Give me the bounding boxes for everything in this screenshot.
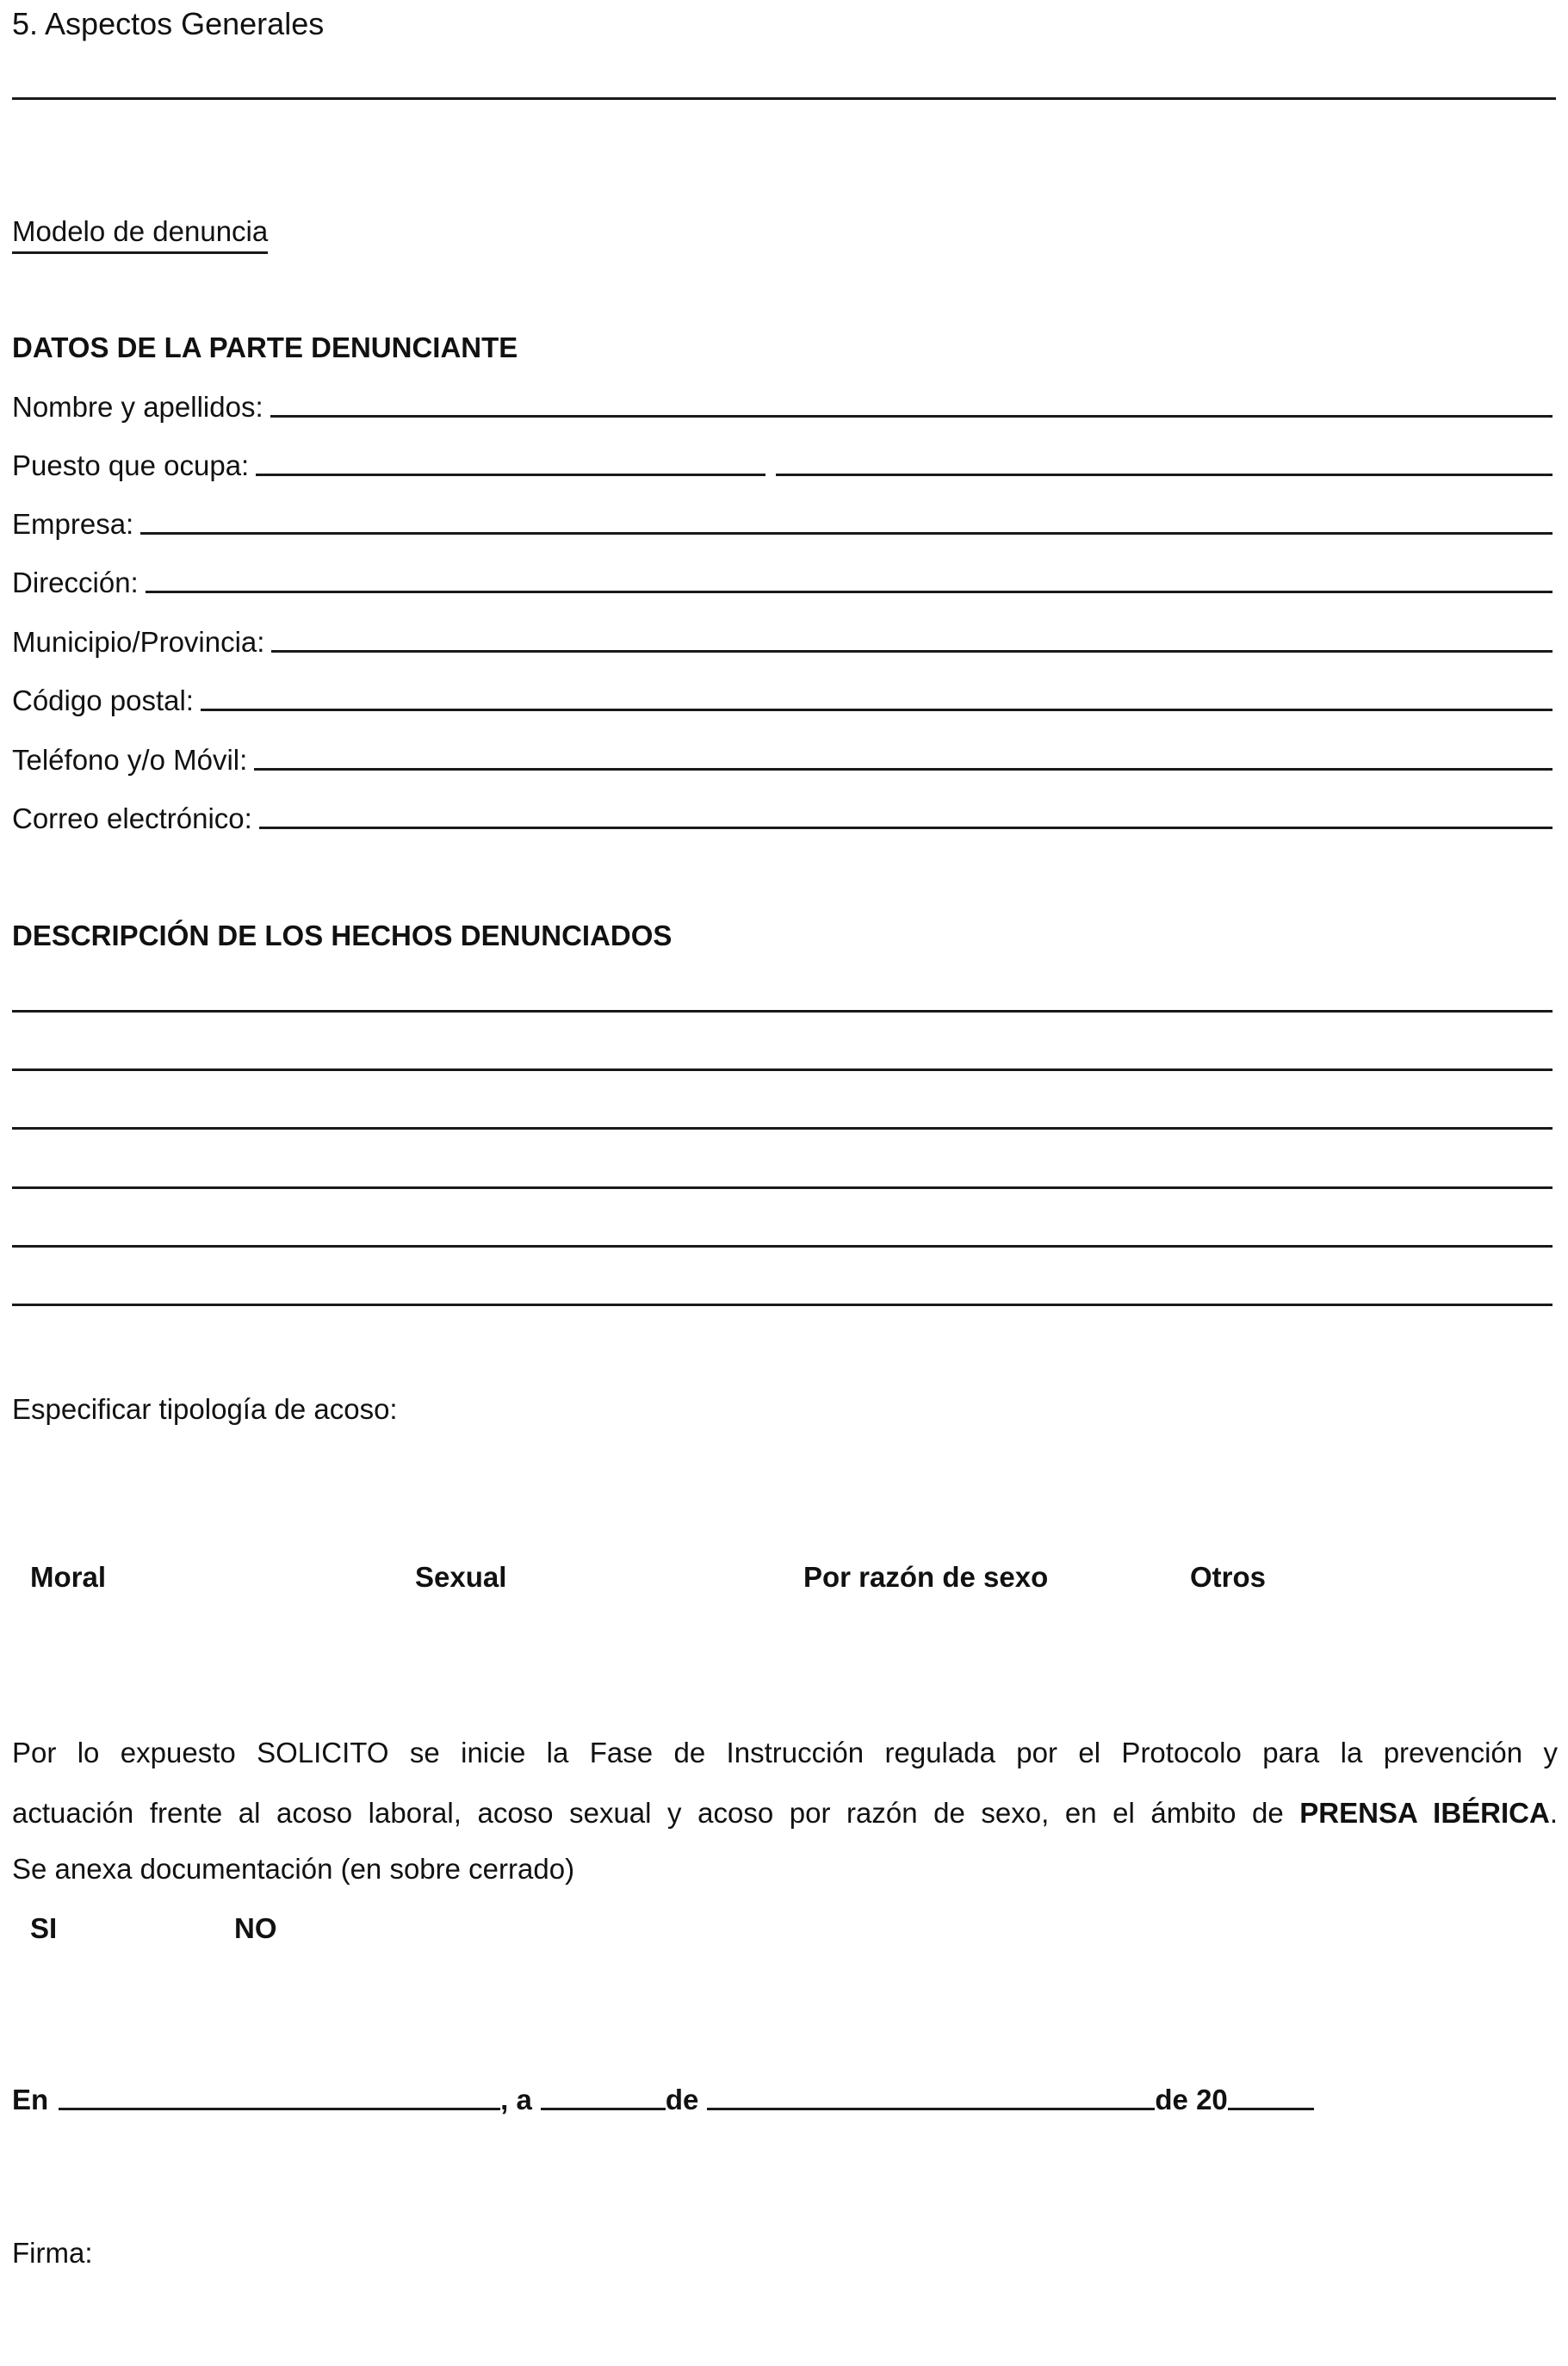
field-label: Código postal:: [12, 684, 194, 716]
description-line[interactable]: [12, 1304, 1553, 1306]
description-line[interactable]: [12, 1186, 1553, 1189]
field-label: Empresa:: [12, 508, 134, 540]
field-telefono[interactable]: [12, 742, 1553, 778]
field-input-line[interactable]: [201, 707, 1553, 711]
field-label: Nombre y apellidos:: [12, 391, 263, 423]
denunciante-heading: DATOS DE LA PARTE DENUNCIANTE: [12, 331, 518, 363]
field-label: Puesto que ocupa:: [12, 449, 250, 481]
field-nombre[interactable]: [12, 389, 1553, 425]
field-codigo-postal[interactable]: [12, 683, 1553, 719]
fecha-de-label: de: [665, 2084, 699, 2115]
solicitud-paragraph-line3: Se anexa documentación (en sobre cerrado): [12, 1853, 575, 1885]
field-municipio[interactable]: [12, 624, 1553, 660]
field-input-line[interactable]: [146, 589, 1553, 593]
field-label: Municipio/Provincia:: [12, 626, 265, 658]
field-puesto[interactable]: [12, 448, 1553, 484]
tipologia-option-razon-sexo[interactable]: Por razón de sexo: [803, 1561, 1049, 1593]
section-title: 5. Aspectos Generales: [12, 6, 325, 41]
fecha-anio-field[interactable]: [1228, 2084, 1314, 2110]
fecha-a-label: , a: [500, 2084, 532, 2115]
field-label: Dirección:: [12, 567, 139, 598]
field-correo[interactable]: [12, 801, 1553, 837]
anexo-option-si[interactable]: SI: [30, 1912, 58, 1944]
tipologia-option-sexual[interactable]: Sexual: [415, 1561, 507, 1593]
description-line[interactable]: [12, 1010, 1553, 1013]
description-line[interactable]: [12, 1127, 1553, 1130]
header-rule: [12, 97, 1556, 100]
fecha-line: [12, 2082, 1314, 2118]
field-label: Correo electrónico:: [12, 802, 252, 834]
fecha-lugar-field[interactable]: [59, 2084, 500, 2110]
field-direccion[interactable]: [12, 565, 1553, 601]
field-empresa[interactable]: [12, 506, 1553, 542]
tipologia-option-moral[interactable]: Moral: [30, 1561, 107, 1593]
field-label: Teléfono y/o Móvil:: [12, 744, 248, 776]
fecha-de20-label: de 20: [1155, 2084, 1228, 2115]
field-input-line[interactable]: [140, 530, 1553, 535]
field-input-line[interactable]: [254, 766, 1553, 771]
tipologia-option-otros[interactable]: Otros: [1190, 1561, 1267, 1593]
field-input-line-2[interactable]: [776, 472, 1553, 476]
anexo-option-no[interactable]: NO: [234, 1912, 277, 1944]
hechos-heading: DESCRIPCIÓN DE LOS HECHOS DENUNCIADOS: [12, 920, 672, 951]
description-line[interactable]: [12, 1068, 1553, 1071]
field-input-line[interactable]: [270, 413, 1553, 418]
fecha-dia-field[interactable]: [541, 2084, 666, 2110]
company-name: PRENSA IBÉRICA: [1299, 1797, 1550, 1829]
fecha-en-label: En: [12, 2084, 49, 2115]
fecha-mes-field[interactable]: [707, 2084, 1155, 2110]
firma-label: Firma:: [12, 2237, 93, 2269]
description-line[interactable]: [12, 1245, 1553, 1248]
tipologia-label: Especificar tipología de acoso:: [12, 1393, 398, 1425]
solicitud-paragraph-line1: Por lo expuesto SOLICITO se inicie la Fase de Instrucción regulada por el Protocolo para la prevención y: [12, 1737, 1558, 1768]
form-title: Modelo de denuncia: [12, 214, 268, 254]
field-input-line[interactable]: [256, 472, 765, 476]
field-input-line[interactable]: [259, 825, 1553, 829]
solicitud-paragraph-line2: actuación frente al acoso laboral, acoso sexual y acoso por razón de sexo, en el ámbito de PRENSA IBÉRICA.: [12, 1797, 1558, 1829]
field-input-line[interactable]: [271, 648, 1553, 653]
